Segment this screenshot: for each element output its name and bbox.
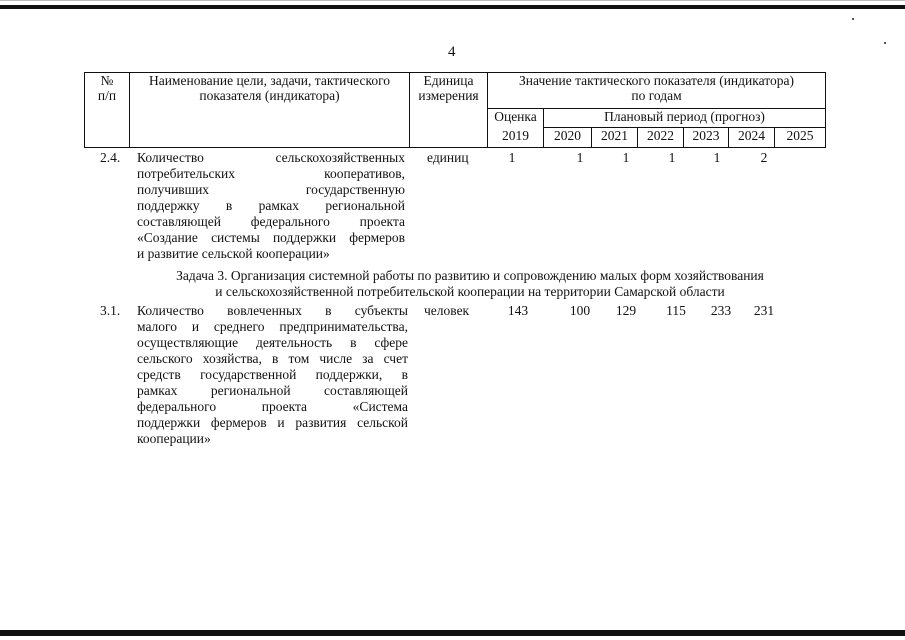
- year-2025: 2025: [775, 128, 826, 148]
- col-name-header: Наименование цели, задачи, тактического показателя (индикатора): [130, 73, 410, 148]
- value-2024: 231: [753, 303, 775, 318]
- task-heading-cont: и сельскохозяйственной потребительской кооперации на территории Самарской области: [215, 284, 725, 299]
- year-2024: 2024: [729, 128, 775, 148]
- page-number: 4: [448, 44, 456, 60]
- scan-top-border: [0, 5, 905, 9]
- value-2022: 115: [666, 303, 686, 318]
- value-2021: 129: [615, 303, 637, 318]
- scan-edge-line: [0, 0, 905, 1]
- value-2024: 2: [760, 150, 768, 165]
- year-2019: 2019: [502, 128, 529, 143]
- col-unit-header: Единица измерения: [410, 73, 488, 148]
- indicator-table-header: [84, 72, 826, 148]
- value-2022: 1: [668, 150, 676, 165]
- value-2020: 100: [569, 303, 591, 318]
- scan-speck: [884, 42, 886, 44]
- value-2023: 233: [710, 303, 732, 318]
- unit-value: единиц: [427, 150, 469, 165]
- col-num-header: № п/п: [85, 73, 130, 148]
- year-2022: 2022: [638, 128, 684, 148]
- col-estimate-header: Оценка 2019: [488, 109, 544, 148]
- value-2019: 143: [507, 303, 529, 318]
- value-2019: 1: [508, 150, 516, 165]
- value-2021: 1: [622, 150, 630, 165]
- row-number: 2.4.: [100, 150, 121, 165]
- year-2021: 2021: [592, 128, 638, 148]
- col-values-header: Значение тактического показателя (индикатора) по годам: [488, 73, 826, 109]
- unit-value: человек: [424, 303, 470, 318]
- scan-bottom-border: [0, 630, 905, 636]
- year-2020: 2020: [544, 128, 592, 148]
- row-number: 3.1.: [100, 303, 121, 318]
- value-2020: 1: [576, 150, 584, 165]
- col-planned-period-header: Плановый период (прогноз): [544, 109, 826, 128]
- task-heading: Задача 3. Организация системной работы по развитию и сопровождению малых форм хозяйствования: [176, 268, 764, 283]
- scan-speck: [852, 18, 854, 20]
- year-2023: 2023: [684, 128, 729, 148]
- value-2023: 1: [713, 150, 721, 165]
